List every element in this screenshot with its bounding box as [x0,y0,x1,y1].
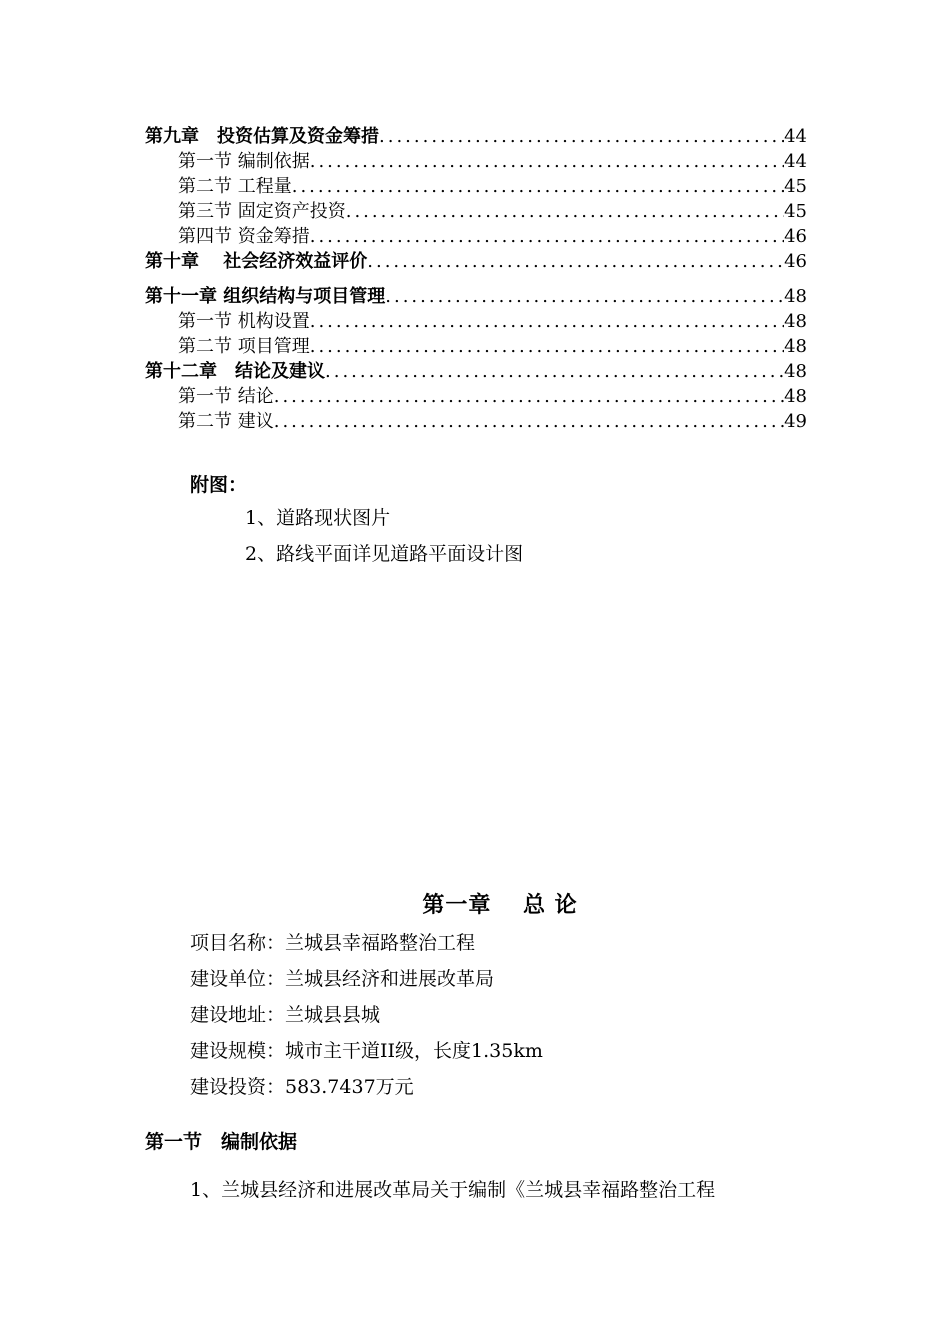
toc-entry[interactable] [145,309,807,334]
toc-spacer [145,274,807,284]
body-paragraph: 1、兰城县经济和进展改革局关于编制《兰城县幸福路整治工程 [190,1179,716,1201]
figure-item: 1、道路现状图片 [245,507,391,529]
toc-page-number: 48 [784,361,807,382]
toc-leader [379,124,784,149]
toc-entry-label: 第二节 项目管理 [178,336,310,357]
toc-page-number: 48 [784,286,807,307]
toc-entry[interactable] [145,409,807,434]
toc-leader [310,309,784,334]
toc-entry[interactable] [145,359,807,384]
toc-entry-label: 第一节 机构设置 [178,311,310,332]
toc-entry-label: 第二节 工程量 [178,176,292,197]
toc-page-number: 48 [784,311,807,332]
figures-list [190,470,523,572]
project-info-row: 建设投资：583.7437万元 [190,1076,414,1098]
toc-entry[interactable] [145,174,807,199]
chapter-title: 第一章 总 论 [422,892,578,918]
toc-leader [274,384,784,409]
toc-entry[interactable] [145,384,807,409]
figures-heading: 附图： [190,474,248,496]
toc-entry-label: 第四节 资金筹措 [178,226,310,247]
toc-entry-label: 第九章 投资估算及资金筹措 [145,126,379,147]
toc-leader [310,224,784,249]
toc-leader [310,149,784,174]
project-info-row: 项目名称：兰城县幸福路整治工程 [190,932,476,954]
toc-entry-label: 第十一章 组织结构与项目管理 [145,286,386,307]
table-of-contents [145,124,807,434]
toc-entry[interactable] [145,199,807,224]
toc-leader [346,199,784,224]
toc-entry[interactable] [145,249,807,274]
toc-entry-label: 第一节 编制依据 [178,151,310,172]
toc-leader [325,359,784,384]
toc-page-number: 46 [784,251,807,272]
toc-page-number: 46 [784,226,807,247]
toc-entry[interactable] [145,124,807,149]
toc-page-number: 44 [784,126,807,147]
project-info-row: 建设地址：兰城县县城 [190,1004,381,1026]
toc-entry-label: 第一节 结论 [178,386,274,407]
toc-page-number: 49 [784,411,807,432]
toc-entry-label: 第十二章 结论及建议 [145,361,325,382]
toc-page-number: 45 [784,176,807,197]
toc-leader [367,249,784,274]
project-info [190,925,543,1105]
toc-page-number: 48 [784,336,807,357]
toc-entry-label: 第二节 建议 [178,411,274,432]
figure-item: 2、路线平面详见道路平面设计图 [245,543,524,565]
toc-entry-label: 第三节 固定资产投资 [178,201,346,222]
section-title: 第一节 编制依据 [145,1131,298,1153]
project-info-row: 建设单位：兰城县经济和进展改革局 [190,968,495,990]
toc-leader [310,334,784,359]
toc-leader [274,409,784,434]
toc-leader [292,174,784,199]
toc-leader [385,284,784,309]
toc-page-number: 44 [784,151,807,172]
project-info-row: 建设规模：城市主干道II级，长度1.35km [190,1040,543,1062]
toc-entry[interactable] [145,334,807,359]
toc-page-number: 45 [784,201,807,222]
toc-entry[interactable] [145,284,807,309]
toc-entry-label: 第十章 社会经济效益评价 [145,251,368,272]
toc-page-number: 48 [784,386,807,407]
toc-entry[interactable] [145,149,807,174]
toc-entry[interactable] [145,224,807,249]
